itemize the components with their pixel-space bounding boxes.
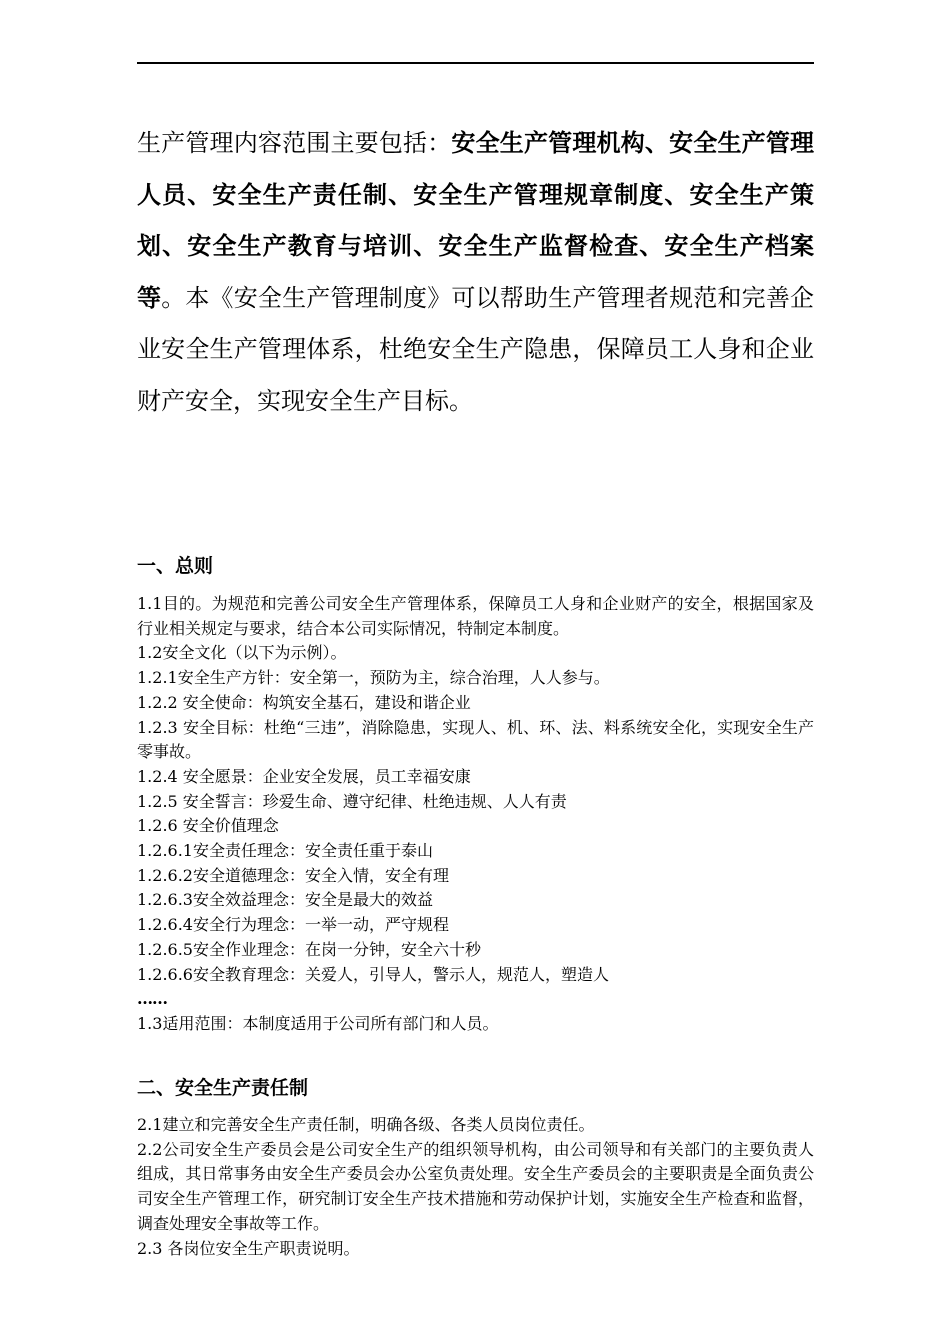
clause-1-2-6-4: 1.2.6.4安全行为理念：一举一动，严守规程 [137,915,449,935]
intro-tail: 。本《安全生产管理制度》可以帮助生产管理者规范和完善企业安全生产管理体系，杜绝安全生产隐患，保障员工人身和企业财产安全，实现安全生产目标。 [137,283,815,415]
clause-2-3: 2.3 各岗位安全生产职责说明。 [137,1238,360,1258]
clause-1-2-6-6: 1.2.6.6安全教育理念：关爱人，引导人，警示人，规范人，塑造人 [137,964,609,984]
clause-1-2-6-1: 1.2.6.1安全责任理念：安全责任重于泰山 [137,841,433,861]
intro-lead: 生产管理内容范围主要包括： [137,129,452,157]
clause-1-2-6: 1.2.6 安全价值理念 [137,816,279,836]
clause-1-2-2: 1.2.2 安全使命：构筑安全基石，建设和谐企业 [137,692,471,712]
intro-paragraph [137,118,814,427]
section-heading-responsibility: 二、安全生产责任制 [137,1077,309,1099]
ellipsis: …… [137,989,167,1009]
clause-2-2: 2.2公司安全生产委员会是公司安全生产的组织领导机构，由公司领导和有关部门的主要负责人组成，其日常事务由安全生产委员会办公室负责处理。安全生产委员会的主要职责是全面负责公司安全生产管理工作，研究制订安全生产技术措施和劳动保护计划，实施安全生产检查和监督，调查处理安全事故等工作。 [137,1139,814,1233]
section-responsibility-body [137,1113,814,1261]
section-heading-general: 一、总则 [137,555,214,577]
clause-1-2-6-3: 1.2.6.3安全效益理念：安全是最大的效益 [137,890,433,910]
clause-1-2-4: 1.2.4 安全愿景：企业安全发展，员工幸福安康 [137,766,471,786]
section-general-body [137,592,814,1037]
clause-1-2-6-2: 1.2.6.2安全道德理念：安全入情，安全有理 [137,865,449,885]
clause-2-1: 2.1建立和完善安全生产责任制，明确各级、各类人员岗位责任。 [137,1115,595,1134]
clause-1-2-3: 1.2.3 安全目标：杜绝“三违”，消除隐患，实现人、机、环、法、料系统安全化，实现安全生产零事故。 [137,717,814,762]
clause-1-2-1: 1.2.1安全生产方针：安全第一，预防为主，综合治理，人人参与。 [137,668,610,688]
header-rule [137,62,814,64]
clause-1-2: 1.2安全文化（以下为示例）。 [137,643,347,663]
clause-1-1: 1.1目的。为规范和完善公司安全生产管理体系，保障员工人身和企业财产的安全，根据国家及行业相关规定与要求，结合本公司实际情况，特制定本制度。 [137,594,814,638]
clause-1-2-6-5: 1.2.6.5安全作业理念：在岗一分钟，安全六十秒 [137,939,481,959]
clause-1-2-5: 1.2.5 安全誓言：珍爱生命、遵守纪律、杜绝违规、人人有责 [137,791,567,811]
intro-bold-scope: 安全生产管理机构、安全生产管理人员、安全生产责任制、安全生产管理规章制度、安全生产策划、安全生产教育与培训、安全生产监督检查、安全生产档案等 [137,129,815,312]
clause-1-3: 1.3适用范围：本制度适用于公司所有部门和人员。 [137,1013,499,1033]
